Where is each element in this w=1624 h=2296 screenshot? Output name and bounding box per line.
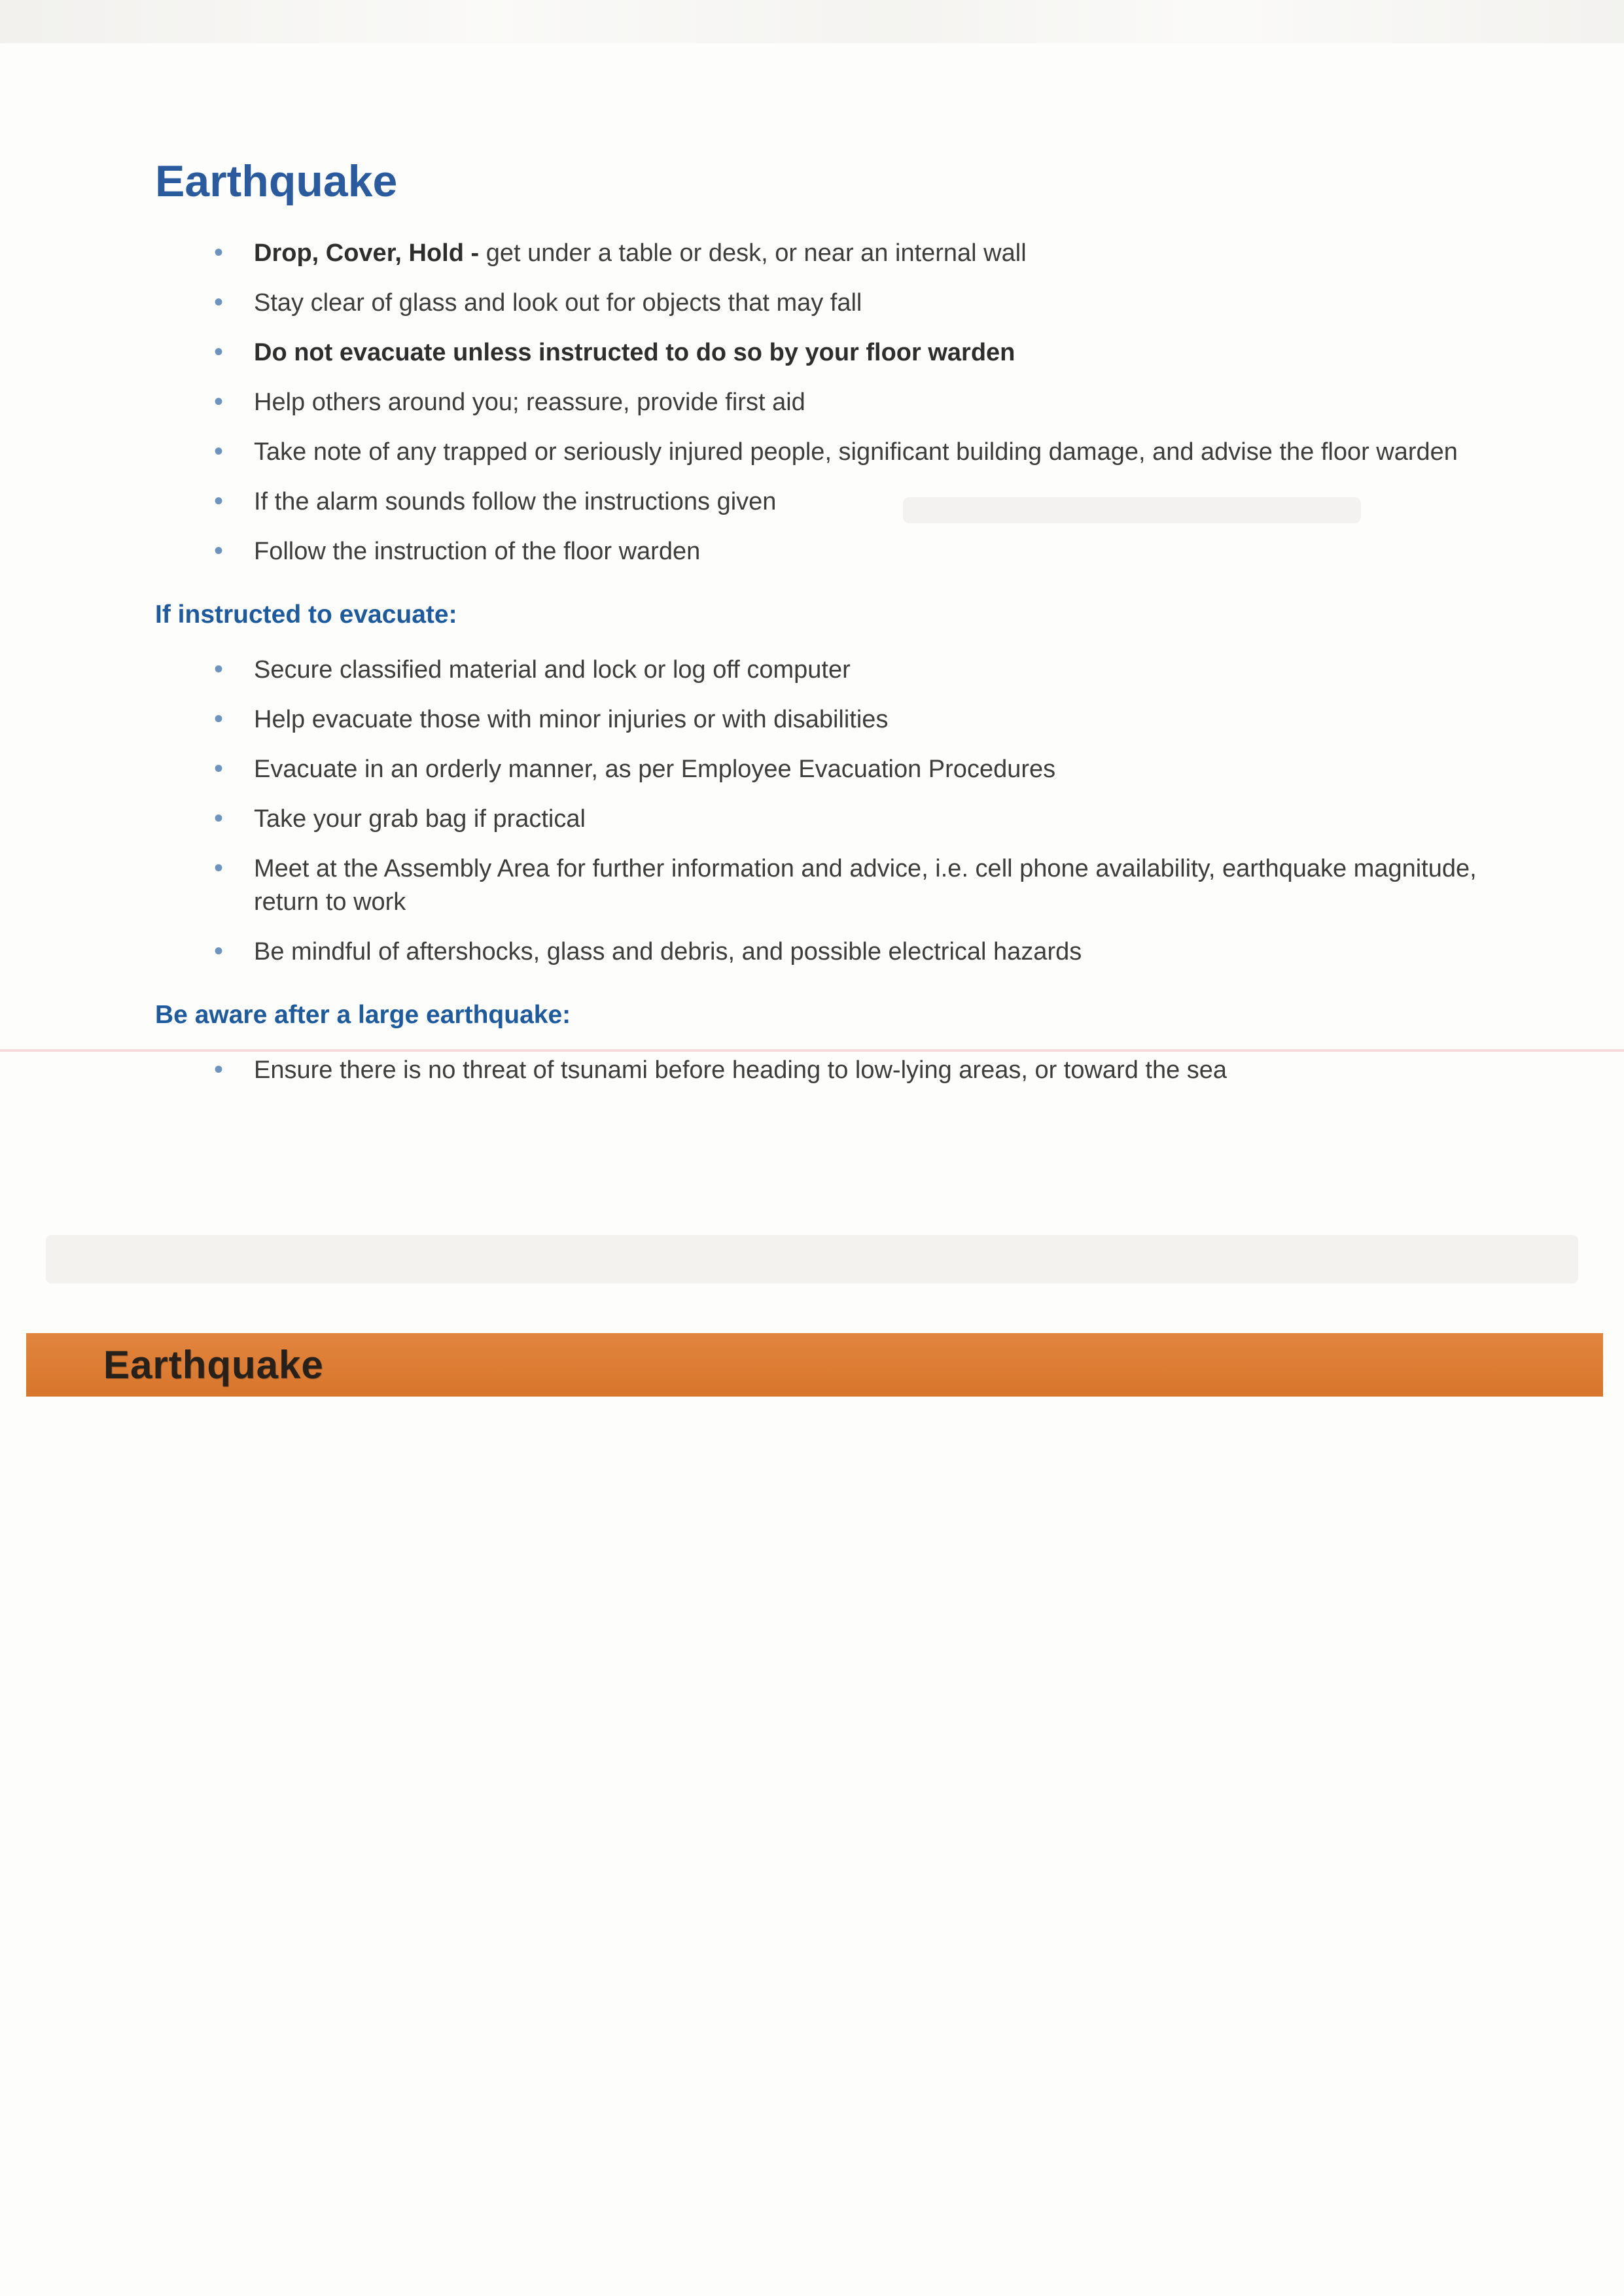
list-item	[214, 753, 1480, 786]
list-item	[214, 336, 1480, 370]
list-item	[214, 935, 1480, 969]
evacuate-list	[155, 653, 1480, 969]
list-item-text: Take note of any trapped or seriously injured people, significant building damage, and advise the floor warden	[254, 438, 1458, 466]
list-item	[214, 703, 1480, 737]
list-item	[214, 852, 1480, 919]
list-item	[214, 803, 1480, 836]
list-item-text: Evacuate in an orderly manner, as per Employee Evacuation Procedures	[254, 756, 1056, 783]
list-item-text: Help others around you; reassure, provide first aid	[254, 389, 805, 416]
list-item	[214, 436, 1480, 469]
page-title: Earthquake	[155, 156, 398, 206]
list-item	[214, 237, 1480, 270]
list-item-text: Meet at the Assembly Area for further information and advice, i.e. cell phone availability, earthquake magnitude, return to work	[254, 855, 1477, 916]
list-item-text: get under a table or desk, or near an internal wall	[485, 239, 1027, 267]
subheading-evacuate: If instructed to evacuate:	[155, 600, 457, 629]
list-item	[214, 1054, 1480, 1087]
list-item	[214, 287, 1480, 320]
section-banner-label: Earthquake	[103, 1343, 324, 1387]
document-content	[155, 157, 1480, 1104]
intro-list	[155, 237, 1480, 568]
list-item-text: Stay clear of glass and look out for objects that may fall	[254, 289, 862, 317]
list-item	[214, 386, 1480, 419]
scan-artifact-top	[0, 0, 1624, 43]
list-item-text: Take your grab bag if practical	[254, 805, 586, 833]
list-item	[214, 485, 1480, 519]
list-item	[214, 653, 1480, 687]
list-item-text: Follow the instruction of the floor warden	[254, 538, 701, 565]
list-item	[214, 535, 1480, 568]
scan-artifact-band	[46, 1235, 1578, 1283]
list-item-text: Secure classified material and lock or log off computer	[254, 656, 851, 684]
subheading-aware: Be aware after a large earthquake:	[155, 1001, 571, 1029]
list-item-text: If the alarm sounds follow the instructions given	[254, 488, 777, 515]
list-item-bold: Drop, Cover, Hold -	[254, 239, 486, 267]
section-banner	[26, 1333, 1603, 1397]
aware-list	[155, 1054, 1480, 1087]
list-item-bold: Do not evacuate unless instructed to do so by your floor warden	[254, 339, 1015, 366]
list-item-text: Ensure there is no threat of tsunami before heading to low-lying areas, or toward the sea	[254, 1056, 1227, 1084]
list-item-text: Be mindful of aftershocks, glass and debris, and possible electrical hazards	[254, 938, 1082, 965]
list-item-text: Help evacuate those with minor injuries or with disabilities	[254, 706, 889, 733]
